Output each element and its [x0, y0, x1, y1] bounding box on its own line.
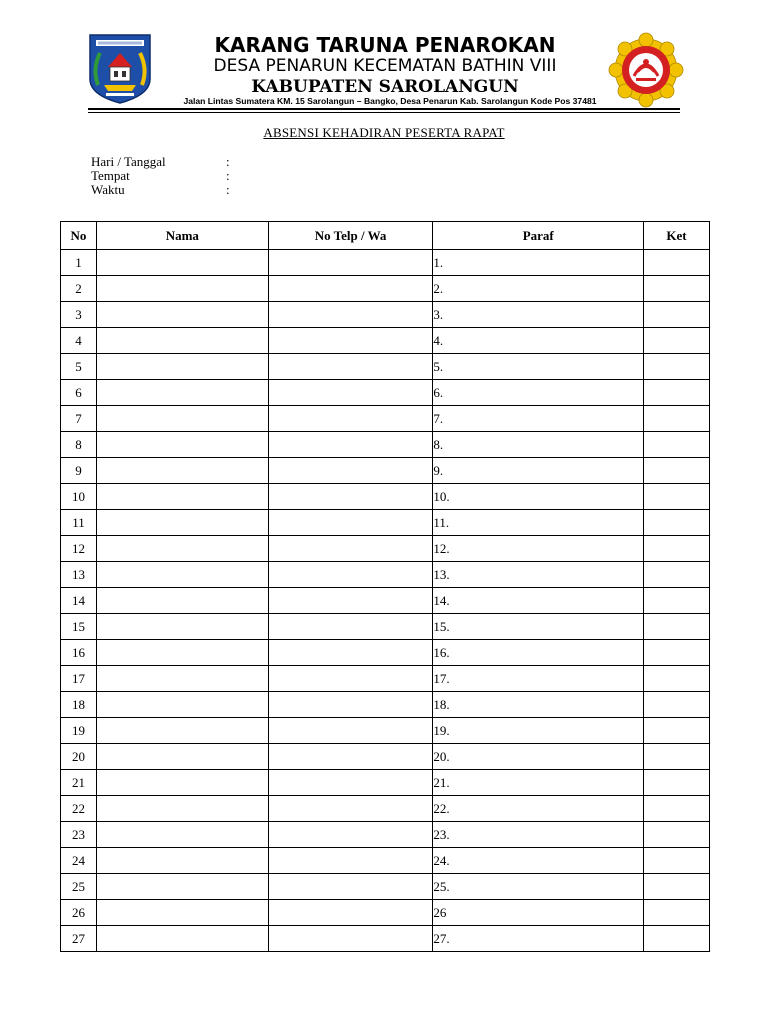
- row-number: 8: [61, 432, 97, 458]
- phone-cell[interactable]: [268, 926, 433, 952]
- note-cell[interactable]: [644, 900, 710, 926]
- signature-cell[interactable]: 25.: [433, 874, 644, 900]
- note-cell[interactable]: [644, 640, 710, 666]
- signature-cell[interactable]: 8.: [433, 432, 644, 458]
- signature-cell[interactable]: 2.: [433, 276, 644, 302]
- row-number: 20: [61, 744, 97, 770]
- name-cell[interactable]: [96, 692, 268, 718]
- row-number: 22: [61, 796, 97, 822]
- signature-cell[interactable]: 22.: [433, 796, 644, 822]
- table-row: [61, 380, 710, 406]
- name-cell[interactable]: [96, 432, 268, 458]
- table-row: [61, 484, 710, 510]
- row-number: 13: [61, 562, 97, 588]
- table-row: [61, 848, 710, 874]
- row-number: 6: [61, 380, 97, 406]
- row-number: 11: [61, 510, 97, 536]
- name-cell[interactable]: [96, 328, 268, 354]
- row-number: 18: [61, 692, 97, 718]
- note-cell[interactable]: [644, 536, 710, 562]
- document-title: ABSENSI KEHADIRAN PESERTA RAPAT: [263, 125, 505, 140]
- name-cell[interactable]: [96, 484, 268, 510]
- row-number: 26: [61, 900, 97, 926]
- village-line: DESA PENARUN KECEMATAN BATHIN VIII: [213, 56, 557, 76]
- name-cell[interactable]: [96, 744, 268, 770]
- phone-cell[interactable]: [268, 484, 433, 510]
- meeting-info: [91, 155, 291, 197]
- row-number: 12: [61, 536, 97, 562]
- note-cell[interactable]: [644, 562, 710, 588]
- note-cell[interactable]: [644, 692, 710, 718]
- signature-cell[interactable]: 12.: [433, 536, 644, 562]
- name-cell[interactable]: [96, 588, 268, 614]
- signature-cell[interactable]: 7.: [433, 406, 644, 432]
- row-number: 5: [61, 354, 97, 380]
- phone-cell[interactable]: [268, 900, 433, 926]
- name-cell[interactable]: [96, 250, 268, 276]
- field-place-label: Tempat: [91, 168, 130, 183]
- table-row: [61, 666, 710, 692]
- table-row: [61, 458, 710, 484]
- phone-cell[interactable]: [268, 588, 433, 614]
- row-number: 21: [61, 770, 97, 796]
- note-cell[interactable]: [644, 406, 710, 432]
- note-cell[interactable]: [644, 744, 710, 770]
- name-cell[interactable]: [96, 796, 268, 822]
- field-place-colon: :: [226, 168, 230, 183]
- name-cell[interactable]: [96, 302, 268, 328]
- note-cell[interactable]: [644, 926, 710, 952]
- note-cell[interactable]: [644, 250, 710, 276]
- phone-cell[interactable]: [268, 666, 433, 692]
- note-cell[interactable]: [644, 302, 710, 328]
- phone-cell[interactable]: [268, 718, 433, 744]
- note-cell[interactable]: [644, 276, 710, 302]
- table-row: [61, 250, 710, 276]
- field-date-label: Hari / Tanggal: [91, 154, 166, 169]
- signature-cell[interactable]: 14.: [433, 588, 644, 614]
- column-header-nama: Nama: [96, 222, 268, 250]
- signature-cell[interactable]: 16.: [433, 640, 644, 666]
- table-row: [61, 328, 710, 354]
- phone-cell[interactable]: [268, 380, 433, 406]
- table-row: [61, 796, 710, 822]
- row-number: 3: [61, 302, 97, 328]
- name-cell[interactable]: [96, 900, 268, 926]
- row-number: 4: [61, 328, 97, 354]
- note-cell[interactable]: [644, 874, 710, 900]
- table-row: [61, 510, 710, 536]
- signature-cell[interactable]: 11.: [433, 510, 644, 536]
- phone-cell[interactable]: [268, 250, 433, 276]
- column-header-paraf: Paraf: [433, 222, 644, 250]
- table-row: [61, 354, 710, 380]
- table-row: [61, 614, 710, 640]
- column-header-telp: No Telp / Wa: [268, 222, 433, 250]
- phone-cell[interactable]: [268, 406, 433, 432]
- signature-cell[interactable]: 5.: [433, 354, 644, 380]
- table-header-row: [61, 222, 710, 250]
- field-time-colon: :: [226, 182, 230, 197]
- phone-cell[interactable]: [268, 432, 433, 458]
- field-date: [91, 155, 291, 169]
- row-number: 24: [61, 848, 97, 874]
- table-row: [61, 432, 710, 458]
- table-row: [61, 874, 710, 900]
- column-header-no: No: [61, 222, 97, 250]
- address-line: Jalan Lintas Sumatera KM. 15 Sarolangun – Bangko, Desa Penarun Kab. Sarolangun Kode Pos 37481: [183, 96, 597, 106]
- table-row: [61, 562, 710, 588]
- phone-cell[interactable]: [268, 276, 433, 302]
- note-cell[interactable]: [644, 614, 710, 640]
- name-cell[interactable]: [96, 718, 268, 744]
- row-number: 19: [61, 718, 97, 744]
- table-row: [61, 744, 710, 770]
- note-cell[interactable]: [644, 588, 710, 614]
- table-row: [61, 692, 710, 718]
- signature-cell[interactable]: 23.: [433, 822, 644, 848]
- row-number: 2: [61, 276, 97, 302]
- signature-cell[interactable]: 26: [433, 900, 644, 926]
- karang-taruna-emblem-logo: [608, 32, 684, 108]
- note-cell[interactable]: [644, 848, 710, 874]
- row-number: 16: [61, 640, 97, 666]
- field-date-colon: :: [226, 154, 230, 169]
- organization-name: KARANG TARUNA PENAROKAN: [214, 33, 556, 57]
- note-cell[interactable]: [644, 510, 710, 536]
- signature-cell[interactable]: 27.: [433, 926, 644, 952]
- phone-cell[interactable]: [268, 770, 433, 796]
- signature-cell[interactable]: 18.: [433, 692, 644, 718]
- letterhead: [0, 0, 768, 120]
- table-row: [61, 588, 710, 614]
- phone-cell[interactable]: [268, 614, 433, 640]
- name-cell[interactable]: [96, 926, 268, 952]
- row-number: 1: [61, 250, 97, 276]
- phone-cell[interactable]: [268, 510, 433, 536]
- row-number: 15: [61, 614, 97, 640]
- signature-cell[interactable]: 9.: [433, 458, 644, 484]
- table-row: [61, 640, 710, 666]
- name-cell[interactable]: [96, 406, 268, 432]
- note-cell[interactable]: [644, 458, 710, 484]
- row-number: 7: [61, 406, 97, 432]
- phone-cell[interactable]: [268, 848, 433, 874]
- table-row: [61, 406, 710, 432]
- signature-cell[interactable]: 10.: [433, 484, 644, 510]
- signature-cell[interactable]: 20.: [433, 744, 644, 770]
- phone-cell[interactable]: [268, 536, 433, 562]
- name-cell[interactable]: [96, 848, 268, 874]
- header-divider-thin: [88, 112, 680, 113]
- table-row: [61, 926, 710, 952]
- table-row: [61, 718, 710, 744]
- signature-cell[interactable]: 24.: [433, 848, 644, 874]
- note-cell[interactable]: [644, 380, 710, 406]
- phone-cell[interactable]: [268, 640, 433, 666]
- signature-cell[interactable]: 4.: [433, 328, 644, 354]
- table-row: [61, 536, 710, 562]
- signature-cell[interactable]: 19.: [433, 718, 644, 744]
- row-number: 25: [61, 874, 97, 900]
- note-cell[interactable]: [644, 770, 710, 796]
- phone-cell[interactable]: [268, 874, 433, 900]
- table-row: [61, 302, 710, 328]
- field-place: [91, 169, 291, 183]
- signature-cell[interactable]: 21.: [433, 770, 644, 796]
- signature-cell[interactable]: 13.: [433, 562, 644, 588]
- row-number: 14: [61, 588, 97, 614]
- name-cell[interactable]: [96, 874, 268, 900]
- note-cell[interactable]: [644, 328, 710, 354]
- row-number: 17: [61, 666, 97, 692]
- name-cell[interactable]: [96, 770, 268, 796]
- signature-cell[interactable]: 1.: [433, 250, 644, 276]
- phone-cell[interactable]: [268, 562, 433, 588]
- table-row: [61, 770, 710, 796]
- phone-cell[interactable]: [268, 458, 433, 484]
- signature-cell[interactable]: 3.: [433, 302, 644, 328]
- phone-cell[interactable]: [268, 354, 433, 380]
- header-divider-thick: [88, 108, 680, 110]
- name-cell[interactable]: [96, 562, 268, 588]
- table-row: [61, 276, 710, 302]
- note-cell[interactable]: [644, 432, 710, 458]
- name-cell[interactable]: [96, 640, 268, 666]
- name-cell[interactable]: [96, 822, 268, 848]
- name-cell[interactable]: [96, 458, 268, 484]
- name-cell[interactable]: [96, 666, 268, 692]
- district-line: KABUPATEN SAROLANGUN: [251, 77, 519, 97]
- name-cell[interactable]: [96, 614, 268, 640]
- row-number: 27: [61, 926, 97, 952]
- note-cell[interactable]: [644, 718, 710, 744]
- field-time-label: Waktu: [91, 182, 125, 197]
- name-cell[interactable]: [96, 276, 268, 302]
- note-cell[interactable]: [644, 796, 710, 822]
- note-cell[interactable]: [644, 822, 710, 848]
- name-cell[interactable]: [96, 380, 268, 406]
- phone-cell[interactable]: [268, 744, 433, 770]
- phone-cell[interactable]: [268, 822, 433, 848]
- name-cell[interactable]: [96, 354, 268, 380]
- phone-cell[interactable]: [268, 692, 433, 718]
- row-number: 9: [61, 458, 97, 484]
- attendance-table: [60, 221, 710, 952]
- table-row: [61, 822, 710, 848]
- signature-cell[interactable]: 17.: [433, 666, 644, 692]
- phone-cell[interactable]: [268, 796, 433, 822]
- note-cell[interactable]: [644, 484, 710, 510]
- signature-cell[interactable]: 15.: [433, 614, 644, 640]
- field-time: [91, 183, 291, 197]
- phone-cell[interactable]: [268, 328, 433, 354]
- phone-cell[interactable]: [268, 302, 433, 328]
- column-header-ket: Ket: [644, 222, 710, 250]
- row-number: 23: [61, 822, 97, 848]
- note-cell[interactable]: [644, 354, 710, 380]
- note-cell[interactable]: [644, 666, 710, 692]
- row-number: 10: [61, 484, 97, 510]
- table-row: [61, 900, 710, 926]
- signature-cell[interactable]: 6.: [433, 380, 644, 406]
- name-cell[interactable]: [96, 510, 268, 536]
- name-cell[interactable]: [96, 536, 268, 562]
